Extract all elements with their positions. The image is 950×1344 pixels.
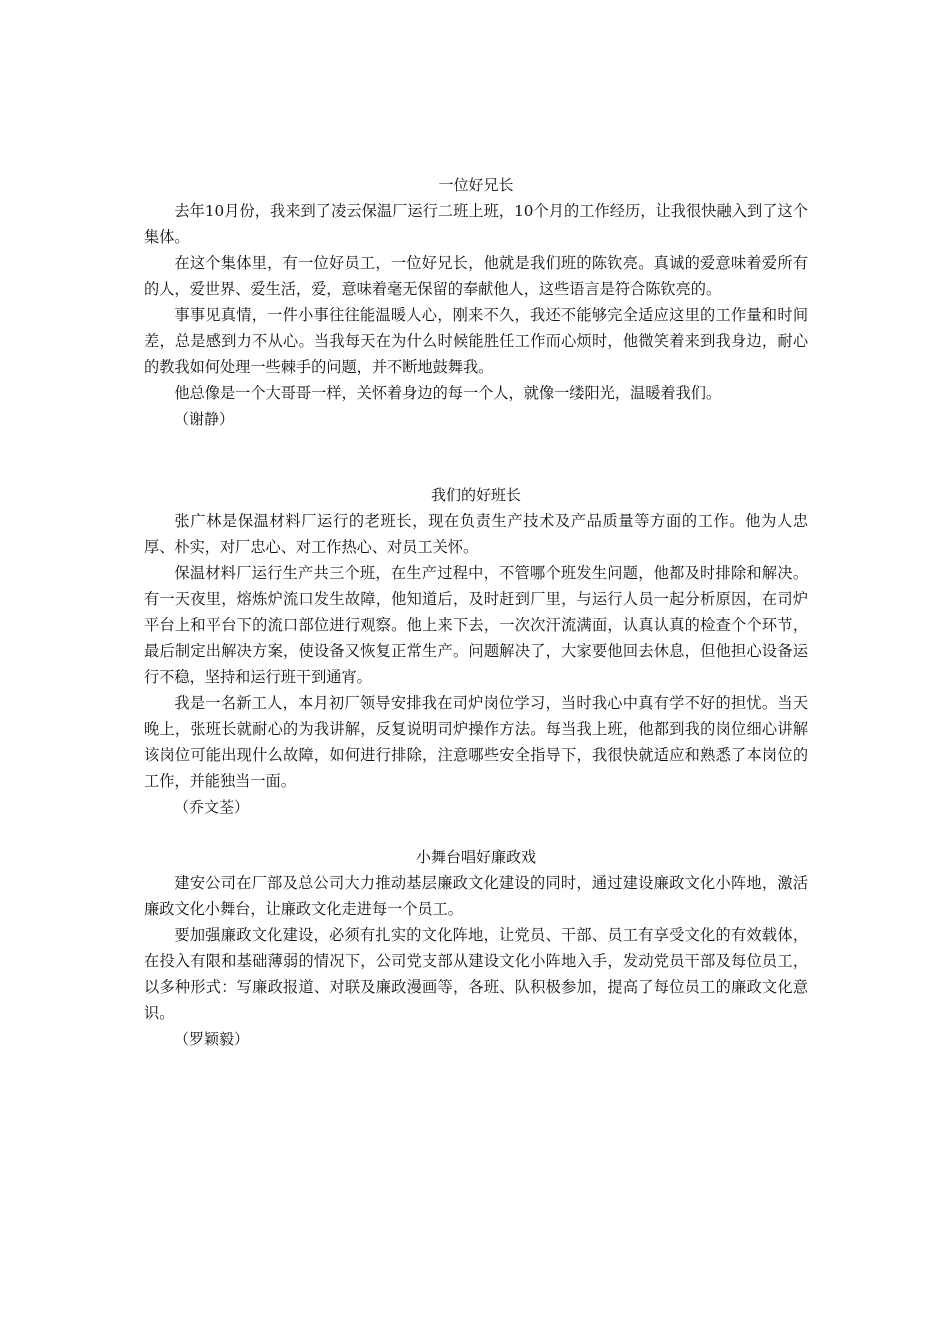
article-paragraph: 去年10月份，我来到了凌云保温厂运行二班上班，10个月的工作经历，让我很快融入到了这个集体。 — [144, 202, 808, 246]
article-author: （罗颖毅） — [174, 1030, 250, 1048]
article-paragraph: 他总像是一个大哥哥一样，关怀着身边的每一个人，就像一缕阳光，温暖着我们。 — [174, 384, 722, 402]
article-paragraph: 事事见真情，一件小事往往能温暖人心，刚来不久，我还不能够完全适应这里的工作量和时间差，总是感到力不从心。当我每天在为什么时候能胜任工作而心烦时，他微笑着来到我身边，耐心的教我如何处理一些棘手的问题，并不断地鼓舞我。 — [144, 306, 808, 376]
article-title: 一位好兄长 — [438, 176, 514, 194]
article-paragraph: 保温材料厂运行生产共三个班，在生产过程中，不管哪个班发生问题，他都及时排除和解决。有一天夜里，熔炼炉流口发生故障，他知道后，及时赶到厂里，与运行人员一起分析原因，在司炉平台上和平台下的流口部位进行观察。他上来下去，一次次汗流满面，认真认真的检查个个环节，最后制定出解决方案，使设备又恢复正常生产。问题解决了，大家要他回去休息，但他担心设备运行不稳，坚持和运行班干到通宵。 — [144, 564, 808, 686]
article-good-brother — [144, 172, 808, 432]
article-paragraph: 在这个集体里，有一位好员工，一位好兄长，他就是我们班的陈钦亮。真诚的爱意味着爱所有的人，爱世界、爱生活，爱，意味着毫无保留的奉献他人，这些语言是符合陈钦亮的。 — [144, 254, 808, 298]
article-author: （乔文荃） — [174, 798, 250, 816]
article-small-stage — [144, 844, 808, 1052]
article-author: （谢静） — [174, 410, 235, 428]
article-paragraph: 张广林是保温材料厂运行的老班长，现在负责生产技术及产品质量等方面的工作。他为人忠厚、朴实，对厂忠心、对工作热心、对员工关怀。 — [144, 512, 808, 556]
article-good-team-leader — [144, 482, 808, 820]
document-page — [144, 172, 808, 1052]
article-title: 我们的好班长 — [430, 486, 521, 504]
article-paragraph: 要加强廉政文化建设，必须有扎实的文化阵地，让党员、干部、员工有享受文化的有效载体，在投入有限和基础薄弱的情况下，公司党支部从建设文化小阵地入手，发动党员干部及每位员工，以多种形式：写廉政报道、对联及廉政漫画等，各班、队积极参加，提高了每位员工的廉政文化意识。 — [144, 926, 808, 1022]
article-paragraph: 建安公司在厂部及总公司大力推动基层廉政文化建设的同时，通过建设廉政文化小阵地，激活廉政文化小舞台，让廉政文化走进每一个员工。 — [144, 874, 808, 918]
section-spacer — [144, 432, 808, 482]
section-spacer — [144, 820, 808, 844]
article-paragraph: 我是一名新工人，本月初厂领导安排我在司炉岗位学习，当时我心中真有学不好的担忧。当天晚上，张班长就耐心的为我讲解，反复说明司炉操作方法。每当我上班，他都到我的岗位细心讲解该岗位可能出现什么故障，如何进行排除，注意哪些安全指导下，我很快就适应和熟悉了本岗位的工作，并能独当一面。 — [144, 694, 808, 790]
article-title: 小舞台唱好廉政戏 — [415, 848, 536, 866]
